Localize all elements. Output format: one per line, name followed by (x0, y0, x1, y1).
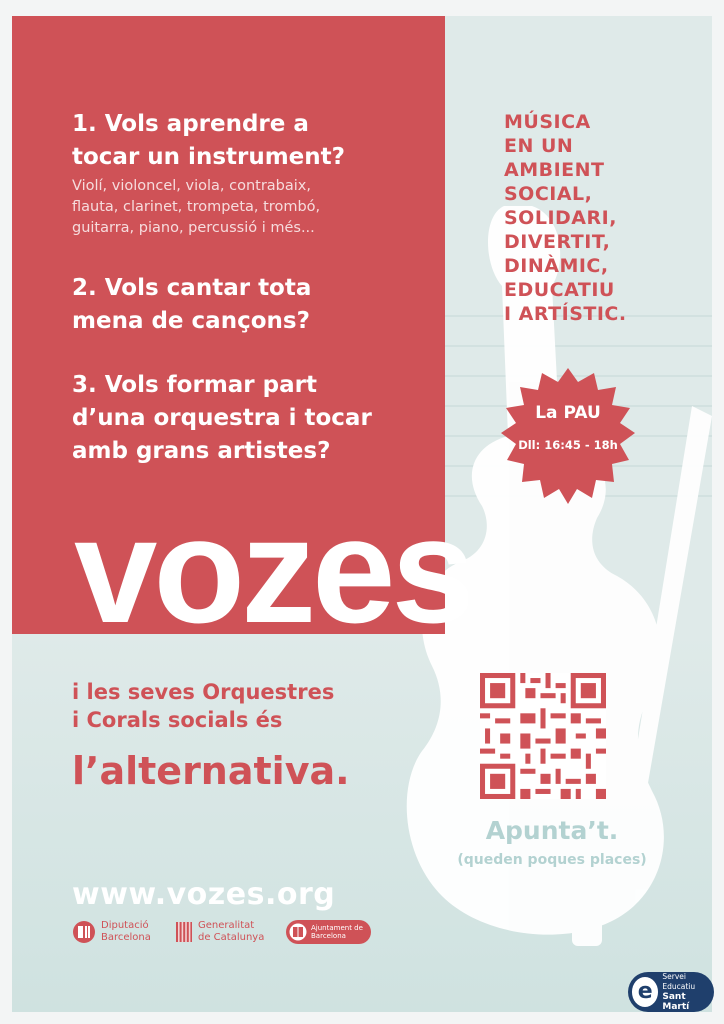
question-1-line-1: 1. Vols aprendre a (72, 111, 309, 137)
sponsor-2-line-2: de Catalunya (198, 932, 265, 943)
servei-educatiu-badge (628, 972, 714, 1012)
music-line: DINÀMIC, (504, 255, 609, 277)
question-2-line-2: mena de cançons? (72, 308, 310, 334)
question-3-line-2: d’una orquestra i tocar (72, 405, 372, 431)
schedule-badge-icon (498, 366, 638, 506)
music-line: I ARTÍSTIC. (504, 303, 627, 325)
badge-location: La PAU (535, 403, 601, 423)
servei-line-1: Servei Educatiu (662, 972, 696, 991)
instruments-line-3: guitarra, piano, percussió i més... (72, 220, 315, 236)
ajuntament-logo-icon (289, 923, 307, 941)
sponsor-diputacio (72, 920, 151, 944)
music-line: EDUCATIU (504, 279, 615, 301)
music-line: EN UN (504, 135, 574, 157)
diputacio-logo-icon (72, 920, 96, 944)
question-2 (72, 272, 311, 338)
qr-code-icon[interactable] (480, 673, 606, 799)
question-3-line-1: 3. Vols formar part (72, 372, 317, 398)
vozes-logo-text: vozes (74, 494, 471, 654)
badge-time: Dll: 16:45 - 18h (518, 438, 618, 452)
music-line: AMBIENT (504, 159, 605, 181)
sponsor-1-line-1: Diputació (101, 920, 149, 931)
music-line: SOCIAL, (504, 183, 593, 205)
question-3-line-3: amb grans artistes? (72, 438, 331, 464)
sponsor-3-line-1: Ajuntament de (311, 924, 363, 932)
vozes-logo (12, 494, 712, 654)
sponsor-1-line-2: Barcelona (101, 932, 151, 943)
music-statement (504, 110, 627, 326)
alternative-heading: l’alternativa. (72, 749, 350, 793)
music-line: SOLIDARI, (504, 207, 617, 229)
question-2-line-1: 2. Vols cantar tota (72, 275, 312, 301)
music-line: MÚSICA (504, 111, 591, 133)
sponsor-3-line-2: Barcelona (311, 932, 346, 940)
sponsor-2-line-1: Generalitat (198, 920, 255, 931)
servei-line-2: Sant Martí (662, 992, 690, 1012)
tagline-line-1: i les seves Orquestres (72, 680, 335, 704)
generalitat-logo-icon (175, 920, 193, 944)
sponsor-generalitat (175, 920, 264, 944)
question-3 (72, 369, 372, 468)
website-link[interactable]: www.vozes.org (72, 877, 336, 912)
poster (12, 16, 712, 1012)
servei-educatiu-logo-icon: e (632, 977, 658, 1007)
instruments-line-1: Violí, violoncel, viola, contrabaix, (72, 178, 311, 194)
instruments-line-2: flauta, clarinet, trompeta, trombó, (72, 199, 321, 215)
music-line: DIVERTIT, (504, 231, 611, 253)
signup-title: Apunta’t. (485, 816, 619, 845)
question-1 (72, 108, 345, 174)
sponsor-ajuntament (286, 920, 371, 944)
question-1-line-2: tocar un instrument? (72, 144, 345, 170)
instruments-list (72, 176, 402, 239)
tagline-line-2: i Corals socials és (72, 708, 283, 732)
tagline (72, 678, 334, 734)
signup-note: (queden poques places) (457, 852, 647, 868)
